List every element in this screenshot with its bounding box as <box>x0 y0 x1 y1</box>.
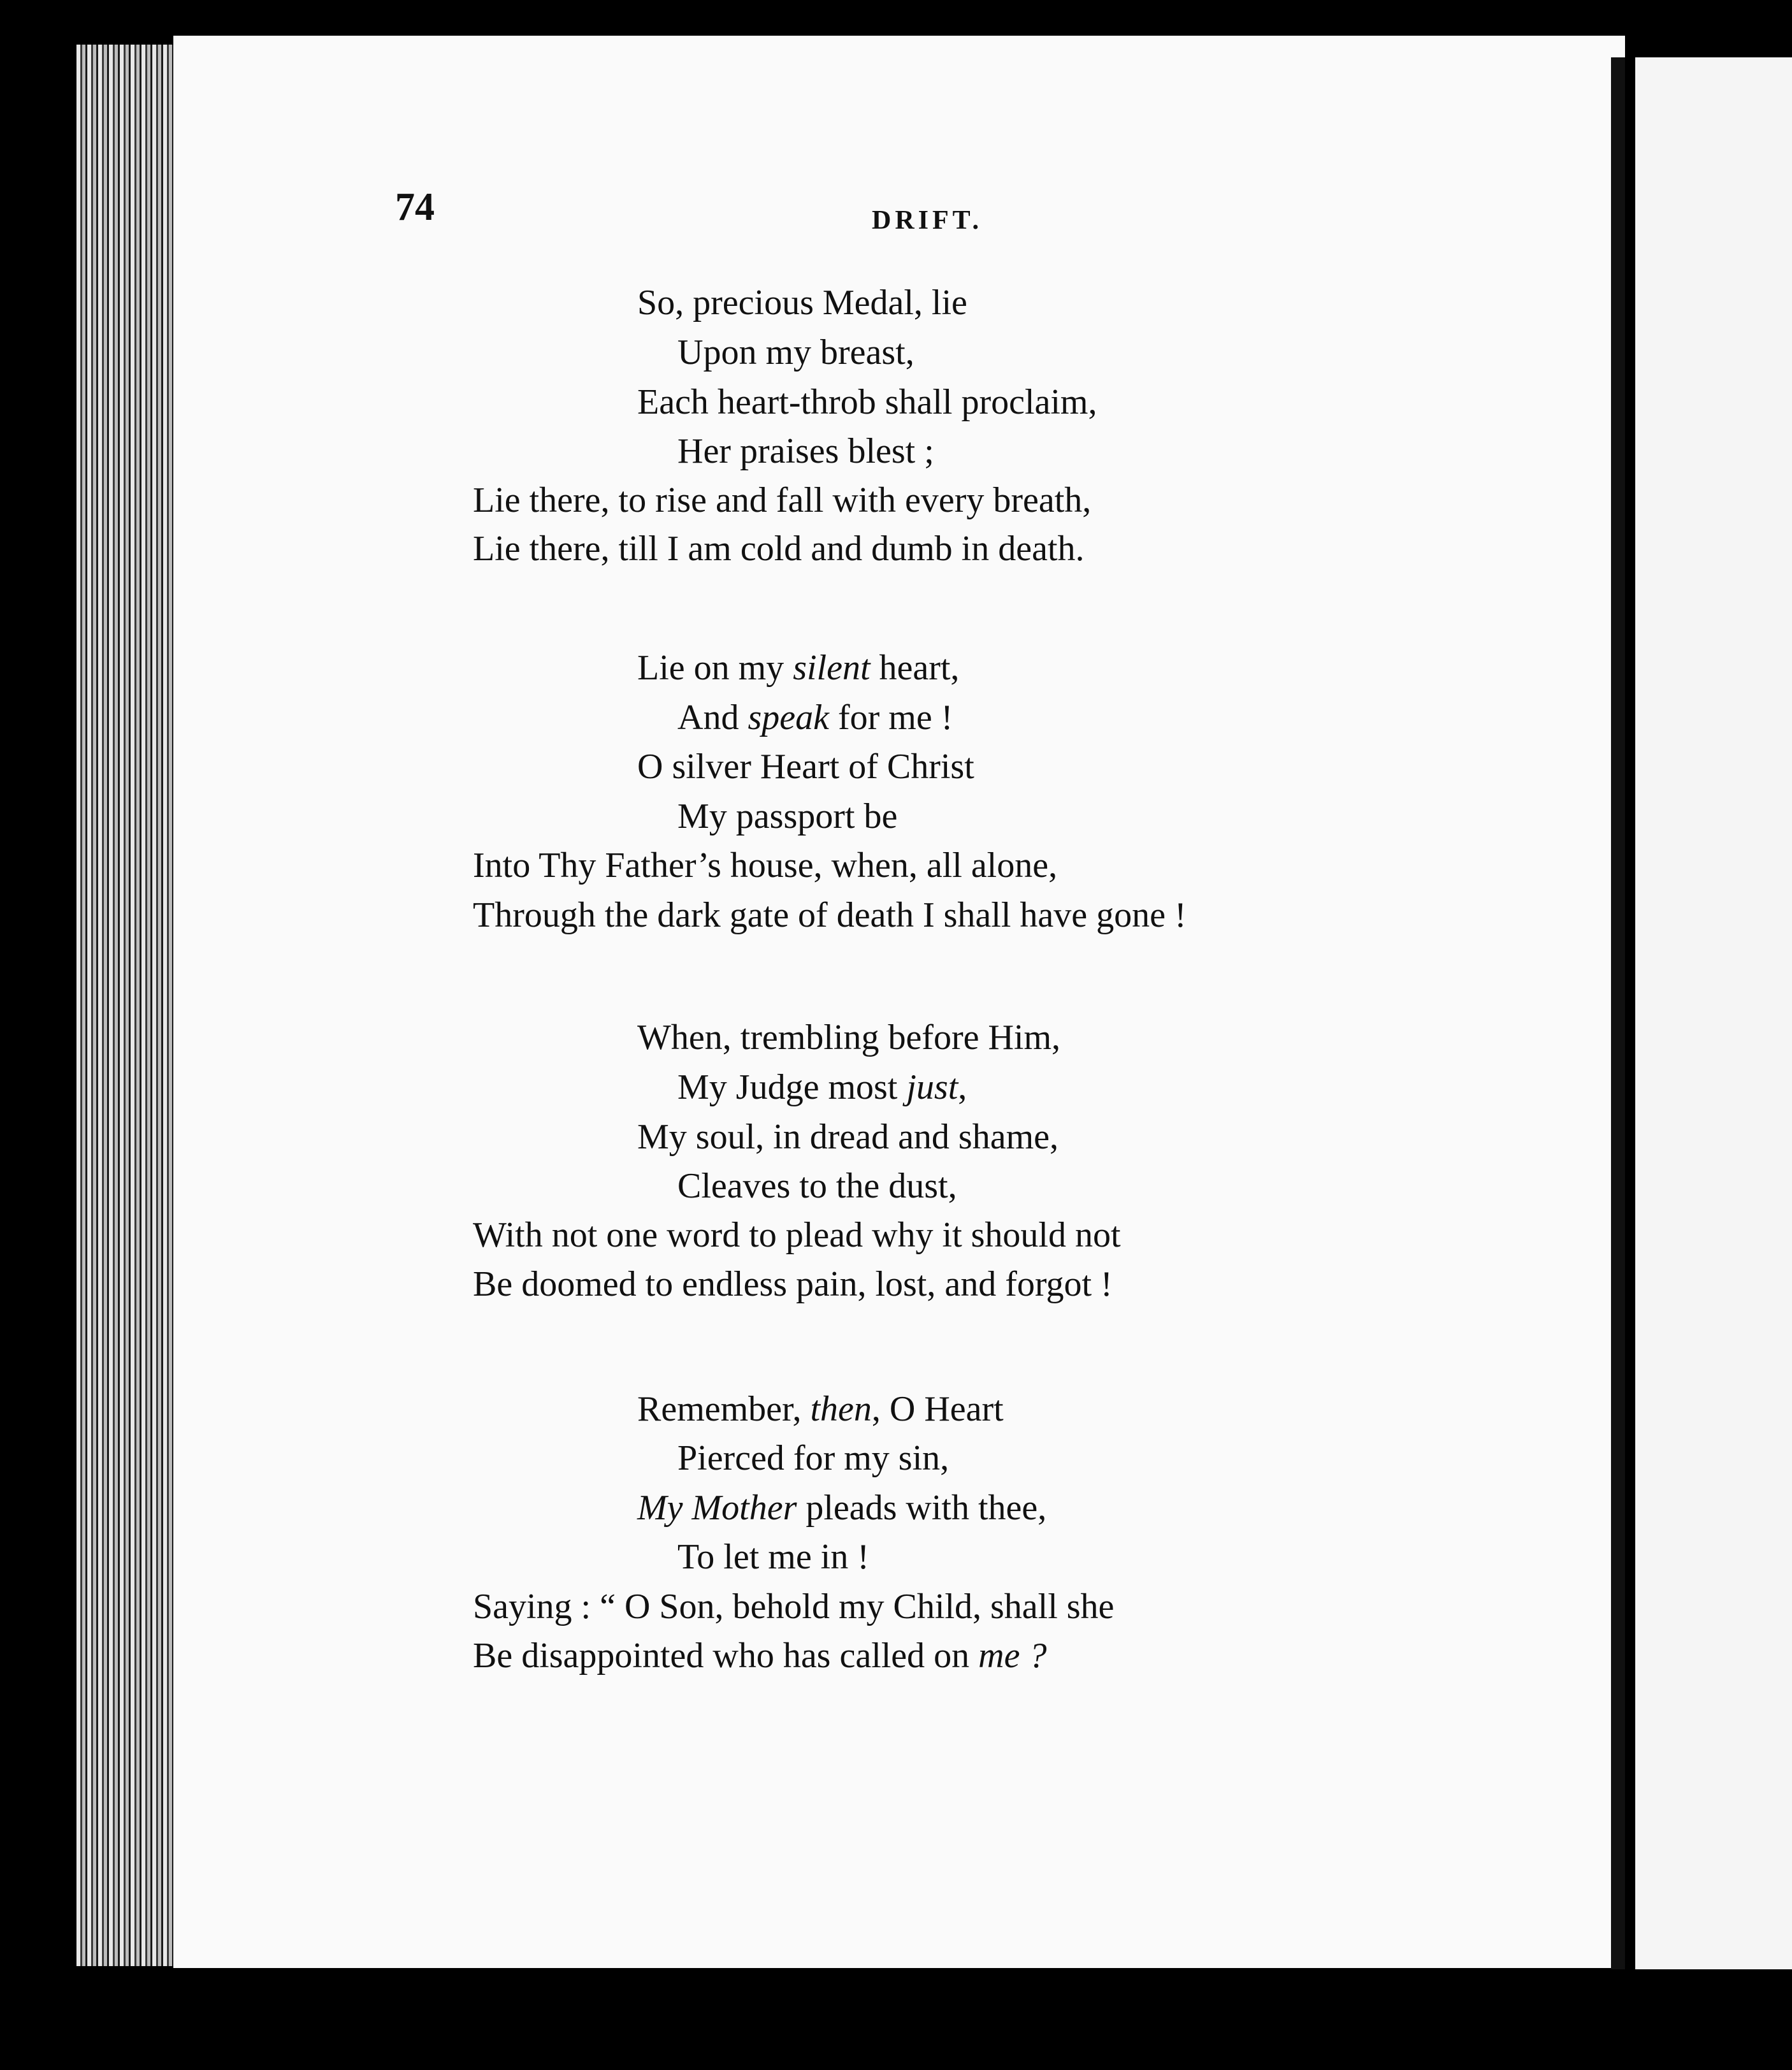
poem-line: Into Thy Father’s house, when, all alone, <box>473 846 1058 885</box>
poem-line: To let me in ! <box>677 1537 869 1577</box>
poem-line: My passport be <box>677 797 898 836</box>
poem-line: O silver Heart of Christ <box>637 747 974 786</box>
poem-line: Lie there, till I am cold and dumb in death. <box>473 529 1085 568</box>
poem-line: Pierced for my sin, <box>677 1438 950 1478</box>
poem-line: My Judge most just, <box>677 1068 967 1107</box>
poem-line: Through the dark gate of death I shall have gone ! <box>473 895 1187 935</box>
poem-line: Each heart-throb shall proclaim, <box>637 382 1097 422</box>
poem-line: So, precious Medal, lie <box>637 283 967 322</box>
poem-line: My Mother pleads with thee, <box>637 1488 1047 1528</box>
poem-line: And speak for me ! <box>677 698 953 737</box>
poem-line: Be doomed to endless pain, lost, and forgot ! <box>473 1264 1113 1304</box>
poem-line: With not one word to plead why it should not <box>473 1215 1121 1255</box>
running-title: DRIFT. <box>872 206 983 235</box>
page-number: 74 <box>395 185 435 229</box>
poem-line: When, trembling before Him, <box>637 1018 1061 1057</box>
poem-line: Her praises blest ; <box>677 431 934 471</box>
poem-line: Lie on my silent heart, <box>637 648 960 688</box>
poem-line: Saying : “ O Son, behold my Child, shall she <box>473 1587 1115 1626</box>
poem-line: Be disappointed who has called on me ? <box>473 1636 1047 1676</box>
poem-line: Lie there, to rise and fall with every breath, <box>473 481 1092 520</box>
poem-line: Cleaves to the dust, <box>677 1166 957 1206</box>
poem-line: My soul, in dread and shame, <box>637 1117 1059 1157</box>
poem-line: Upon my breast, <box>677 333 914 372</box>
poem-line: Remember, then, O Heart <box>637 1389 1004 1429</box>
